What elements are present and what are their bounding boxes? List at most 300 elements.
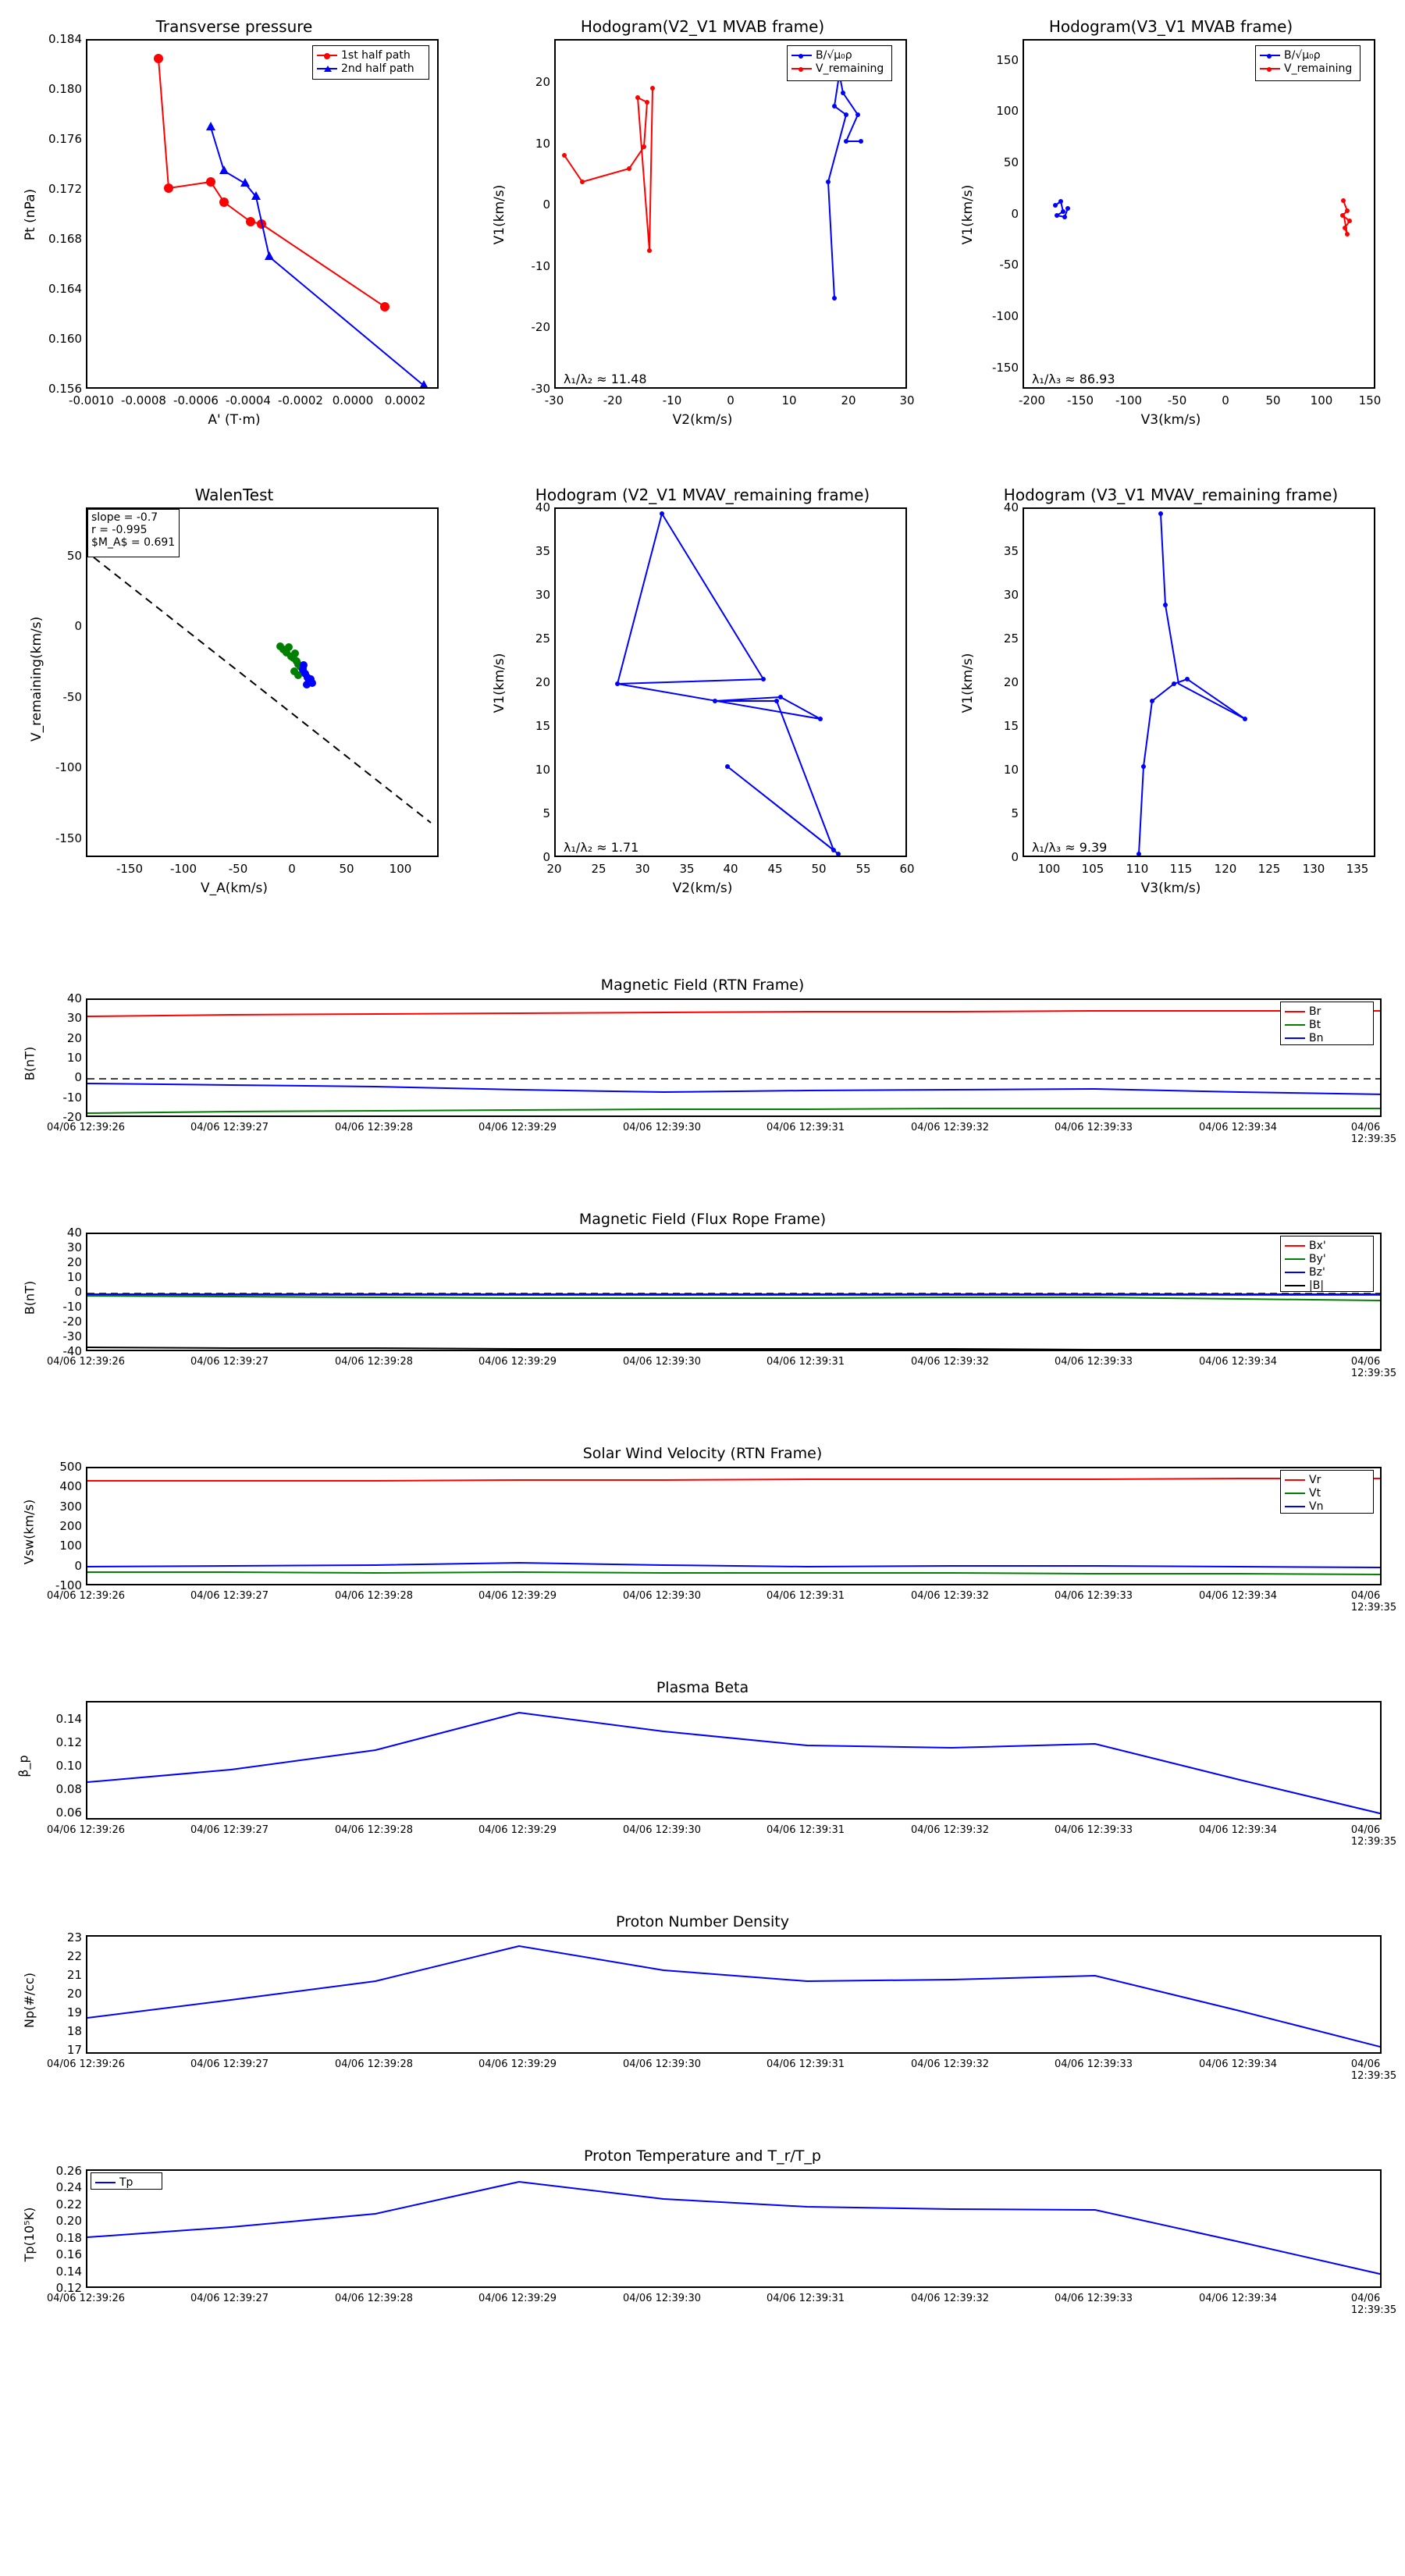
legend-label: Bx' bbox=[1309, 1239, 1326, 1252]
legend-label: Vt bbox=[1309, 1486, 1321, 1500]
legend-label: Bt bbox=[1309, 1018, 1321, 1031]
legend-label: Tp bbox=[119, 2176, 133, 2189]
x-tick: 04/06 12:39:34 bbox=[1199, 2293, 1277, 2304]
y-tick: 35 bbox=[535, 544, 550, 558]
y-tick: -20 bbox=[531, 320, 550, 334]
legend-line-red bbox=[317, 55, 337, 56]
x-tick: 04/06 12:39:33 bbox=[1055, 1356, 1133, 1368]
panel-plasma-beta bbox=[0, 1674, 1405, 1866]
x-tick: -100 bbox=[169, 862, 197, 876]
plot-svg bbox=[87, 41, 439, 389]
y-tick: -40 bbox=[62, 1344, 82, 1358]
y-tick: 0.156 bbox=[48, 382, 82, 396]
y-tick: 10 bbox=[66, 1051, 82, 1065]
x-tick: -50 bbox=[228, 862, 248, 876]
y-axis-label: B(nT) bbox=[22, 1280, 37, 1315]
x-tick: 100 bbox=[1037, 862, 1061, 876]
y-tick: 15 bbox=[535, 719, 550, 733]
y-tick: 0.08 bbox=[55, 1782, 82, 1796]
legend bbox=[1280, 1236, 1374, 1292]
legend-item bbox=[1285, 1486, 1369, 1500]
x-tick: 04/06 12:39:32 bbox=[911, 1122, 989, 1133]
legend-item bbox=[95, 2176, 158, 2189]
x-tick: 04/06 12:39:34 bbox=[1199, 1590, 1277, 1602]
y-tick: 25 bbox=[1003, 632, 1019, 646]
plot-svg bbox=[87, 1000, 1382, 1117]
legend-item bbox=[1285, 1031, 1369, 1044]
x-tick: 04/06 12:39:26 bbox=[47, 2058, 125, 2070]
eigenvalue-ratio-annotation: λ₁/λ₂ ≈ 1.71 bbox=[564, 840, 639, 855]
eigenvalue-ratio-annotation: λ₁/λ₃ ≈ 9.39 bbox=[1032, 840, 1108, 855]
panel-title: WalenTest bbox=[194, 486, 274, 504]
x-tick: 04/06 12:39:27 bbox=[190, 1590, 269, 1602]
x-tick: 60 bbox=[899, 862, 915, 876]
y-tick: 0.172 bbox=[48, 182, 82, 196]
panel-proton-temperature bbox=[0, 2143, 1405, 2334]
y-axis-label: β_p bbox=[16, 1755, 31, 1777]
y-axis-label: Np(#/cc) bbox=[22, 1973, 37, 2028]
x-tick: 04/06 12:39:32 bbox=[911, 1590, 989, 1602]
x-tick: 30 bbox=[635, 862, 650, 876]
x-tick: 135 bbox=[1346, 862, 1369, 876]
x-tick: 04/06 12:39:28 bbox=[335, 2293, 413, 2304]
x-axis-label: V_A(km/s) bbox=[200, 881, 268, 896]
x-tick: 110 bbox=[1126, 862, 1149, 876]
y-tick: 10 bbox=[535, 763, 550, 777]
x-tick: 04/06 12:39:27 bbox=[190, 2058, 269, 2070]
x-tick: 04/06 12:39:29 bbox=[478, 1122, 557, 1133]
x-tick: 04/06 12:39:28 bbox=[335, 1590, 413, 1602]
legend-item bbox=[1260, 62, 1356, 75]
x-axis-label: A' (T·m) bbox=[208, 412, 261, 428]
y-tick: 0.168 bbox=[48, 232, 82, 246]
x-tick: -10 bbox=[662, 393, 682, 407]
y-tick: 0.18 bbox=[55, 2231, 82, 2245]
x-tick: 04/06 12:39:26 bbox=[47, 1824, 125, 1836]
x-tick: 50 bbox=[339, 862, 354, 876]
x-tick: 04/06 12:39:27 bbox=[190, 1356, 269, 1368]
legend-line-vt bbox=[1285, 1493, 1305, 1494]
x-axis-label: V3(km/s) bbox=[1140, 412, 1201, 428]
x-tick: -0.0010 bbox=[69, 393, 114, 407]
x-tick: 04/06 12:39:33 bbox=[1055, 1122, 1133, 1133]
y-tick: 0 bbox=[74, 1559, 82, 1573]
y-tick: 20 bbox=[66, 1987, 82, 2001]
y-tick: 20 bbox=[535, 675, 550, 689]
panel-title: Proton Temperature and T_r/T_p bbox=[584, 2147, 821, 2165]
x-tick: 04/06 12:39:31 bbox=[767, 2293, 845, 2304]
x-tick: 04/06 12:39:30 bbox=[623, 1824, 701, 1836]
legend-item bbox=[1285, 1252, 1369, 1265]
legend-line-blue bbox=[1260, 55, 1280, 56]
legend-item bbox=[317, 48, 425, 62]
y-tick: 0.20 bbox=[55, 2214, 82, 2228]
plot-svg bbox=[556, 41, 907, 389]
y-axis-label: V1(km/s) bbox=[960, 653, 976, 713]
y-tick: 0.16 bbox=[55, 2247, 82, 2261]
panel-title: Plasma Beta bbox=[656, 1679, 749, 1696]
plot-area bbox=[86, 1701, 1382, 1820]
x-tick: 04/06 12:39:26 bbox=[47, 1122, 125, 1133]
x-tick: -150 bbox=[116, 862, 144, 876]
y-axis-label: V1(km/s) bbox=[960, 184, 976, 245]
y-tick: 0.12 bbox=[55, 2281, 82, 2295]
y-tick: 20 bbox=[66, 1031, 82, 1045]
y-tick: 500 bbox=[59, 1460, 82, 1474]
x-tick: -0.0002 bbox=[278, 393, 323, 407]
x-tick: 04/06 12:39:30 bbox=[623, 2293, 701, 2304]
y-tick: 0.10 bbox=[55, 1759, 82, 1773]
x-tick: 120 bbox=[1214, 862, 1237, 876]
panel-transverse-pressure bbox=[0, 0, 468, 445]
legend-line-vr bbox=[1285, 1479, 1305, 1481]
x-tick: 10 bbox=[781, 393, 797, 407]
legend-line-bx bbox=[1285, 1245, 1305, 1247]
legend-label: V_remaining bbox=[816, 62, 884, 75]
x-tick: 04/06 12:39:31 bbox=[767, 1824, 845, 1836]
legend-label: 2nd half path bbox=[341, 62, 414, 75]
x-tick: -50 bbox=[1167, 393, 1187, 407]
plot-area bbox=[554, 507, 907, 857]
x-tick: 04/06 12:39:32 bbox=[911, 1356, 989, 1368]
x-tick: 04/06 12:39:33 bbox=[1055, 1824, 1133, 1836]
y-tick: 30 bbox=[66, 1011, 82, 1025]
x-tick: 105 bbox=[1081, 862, 1104, 876]
panel-hodogram-v2v1-mvab bbox=[468, 0, 937, 445]
plot-area bbox=[86, 1935, 1382, 2054]
legend-item bbox=[1285, 1018, 1369, 1031]
y-tick: 300 bbox=[59, 1500, 82, 1514]
y-axis-label: B(nT) bbox=[22, 1046, 37, 1081]
y-tick: 100 bbox=[59, 1539, 82, 1553]
x-tick: -30 bbox=[544, 393, 564, 407]
legend bbox=[1280, 1002, 1374, 1045]
y-tick: 0 bbox=[542, 850, 550, 864]
x-tick: 04/06 12:39:27 bbox=[190, 1122, 269, 1133]
x-tick: 04/06 12:39:28 bbox=[335, 1122, 413, 1133]
x-tick: 04/06 12:39:34 bbox=[1199, 1356, 1277, 1368]
legend-line-vn bbox=[1285, 1506, 1305, 1507]
y-tick: 21 bbox=[66, 1968, 82, 1982]
legend-label: 1st half path bbox=[341, 48, 411, 62]
x-tick: 04/06 12:39:29 bbox=[478, 2058, 557, 2070]
x-tick: 04/06 12:39:29 bbox=[478, 1356, 557, 1368]
y-axis-label: V1(km/s) bbox=[492, 184, 507, 245]
panel-title: Hodogram(V2_V1 MVAB frame) bbox=[580, 17, 825, 36]
y-tick: 0.24 bbox=[55, 2180, 82, 2194]
y-tick: 40 bbox=[535, 500, 550, 514]
y-tick: 0 bbox=[74, 619, 82, 633]
legend bbox=[1255, 45, 1361, 81]
x-tick: -0.0006 bbox=[173, 393, 219, 407]
legend-label: Bn bbox=[1309, 1031, 1324, 1044]
slope-value: slope = -0.7 bbox=[91, 511, 158, 524]
y-tick: 22 bbox=[66, 1949, 82, 1963]
x-tick: 125 bbox=[1257, 862, 1281, 876]
y-tick: -20 bbox=[62, 1110, 82, 1124]
x-tick: 04/06 12:39:26 bbox=[47, 1590, 125, 1602]
y-tick: -150 bbox=[55, 831, 82, 845]
x-tick: 130 bbox=[1302, 862, 1325, 876]
y-tick: 10 bbox=[535, 137, 550, 151]
y-tick: 10 bbox=[1003, 763, 1019, 777]
panel-title: Solar Wind Velocity (RTN Frame) bbox=[582, 1445, 823, 1462]
legend-line-by bbox=[1285, 1258, 1305, 1260]
x-tick: 04/06 12:39:35 bbox=[1350, 1590, 1397, 1614]
panel-title: Hodogram (V3_V1 MVAV_remaining frame) bbox=[1003, 486, 1339, 504]
y-tick: 0.14 bbox=[55, 2265, 82, 2279]
y-tick: 150 bbox=[996, 53, 1019, 67]
legend-item bbox=[1285, 1473, 1369, 1486]
plot-area bbox=[1023, 39, 1375, 389]
panel-title: Hodogram (V2_V1 MVAV_remaining frame) bbox=[535, 486, 870, 504]
y-tick: 35 bbox=[1003, 544, 1019, 558]
x-axis-label: V2(km/s) bbox=[672, 412, 733, 428]
legend-label: By' bbox=[1309, 1252, 1326, 1265]
x-tick: 04/06 12:39:33 bbox=[1055, 1590, 1133, 1602]
x-axis-label: V2(km/s) bbox=[672, 881, 733, 896]
x-tick: 45 bbox=[767, 862, 783, 876]
y-tick: 0.12 bbox=[55, 1735, 82, 1749]
panel-title: Proton Number Density bbox=[616, 1913, 789, 1930]
x-tick: 0.0002 bbox=[384, 393, 426, 407]
x-tick: 30 bbox=[899, 393, 915, 407]
plot-area bbox=[86, 507, 439, 857]
y-tick: 0.06 bbox=[55, 1806, 82, 1820]
x-tick: 04/06 12:39:26 bbox=[47, 1356, 125, 1368]
legend-label: Br bbox=[1309, 1005, 1321, 1018]
plot-area bbox=[86, 2169, 1382, 2288]
plot-svg bbox=[87, 1468, 1382, 1585]
plot-svg bbox=[87, 509, 439, 857]
y-tick: 20 bbox=[1003, 675, 1019, 689]
x-tick: 35 bbox=[679, 862, 695, 876]
panel-magnetic-field-flux-rope bbox=[0, 1206, 1405, 1397]
x-tick: 04/06 12:39:33 bbox=[1055, 2293, 1133, 2304]
y-tick: 0.176 bbox=[48, 132, 82, 146]
y-tick: 5 bbox=[542, 806, 550, 820]
x-tick: 04/06 12:39:34 bbox=[1199, 1824, 1277, 1836]
panel-title: Transverse pressure bbox=[155, 17, 313, 36]
y-tick: 30 bbox=[1003, 588, 1019, 602]
y-tick: 0 bbox=[1011, 207, 1019, 221]
panel-hodogram-v3v1-mvav bbox=[937, 468, 1405, 913]
y-tick: 30 bbox=[66, 1240, 82, 1254]
x-tick: 55 bbox=[855, 862, 871, 876]
y-tick: 40 bbox=[1003, 500, 1019, 514]
y-tick: -100 bbox=[55, 760, 82, 774]
x-tick: 04/06 12:39:32 bbox=[911, 2293, 989, 2304]
x-tick: 0 bbox=[727, 393, 735, 407]
y-tick: 5 bbox=[1011, 806, 1019, 820]
x-tick: 04/06 12:39:35 bbox=[1350, 1356, 1397, 1379]
y-tick: 17 bbox=[66, 2043, 82, 2057]
legend-line-red bbox=[791, 68, 812, 69]
plot-area bbox=[86, 1233, 1382, 1351]
panel-title: Magnetic Field (RTN Frame) bbox=[600, 977, 805, 994]
x-tick: 25 bbox=[591, 862, 606, 876]
panel-hodogram-v3v1-mvab bbox=[937, 0, 1405, 445]
legend-line-tp bbox=[95, 2182, 116, 2183]
y-tick: -10 bbox=[62, 1300, 82, 1314]
x-tick: 04/06 12:39:28 bbox=[335, 2058, 413, 2070]
correlation-value: r = -0.995 bbox=[91, 524, 148, 536]
y-tick: 40 bbox=[66, 991, 82, 1005]
y-tick: 10 bbox=[66, 1270, 82, 1284]
y-tick: 100 bbox=[996, 104, 1019, 118]
legend-item bbox=[1285, 1500, 1369, 1513]
legend-label: Vn bbox=[1309, 1500, 1324, 1513]
x-axis-label: V3(km/s) bbox=[1140, 881, 1201, 896]
x-tick: -100 bbox=[1115, 393, 1143, 407]
x-tick: 150 bbox=[1358, 393, 1382, 407]
x-tick: 04/06 12:39:35 bbox=[1350, 1824, 1397, 1848]
y-tick: 25 bbox=[535, 632, 550, 646]
legend-item bbox=[1285, 1005, 1369, 1018]
x-tick: 04/06 12:39:27 bbox=[190, 2293, 269, 2304]
x-tick: 04/06 12:39:35 bbox=[1350, 2293, 1397, 2316]
y-tick: -100 bbox=[991, 309, 1019, 323]
x-tick: 04/06 12:39:35 bbox=[1350, 2058, 1397, 2082]
y-tick: 0.164 bbox=[48, 282, 82, 296]
alfven-mach-value: $M_A$ = 0.691 bbox=[91, 536, 176, 549]
x-tick: 04/06 12:39:31 bbox=[767, 1590, 845, 1602]
panel-magnetic-field-rtn bbox=[0, 972, 1405, 1163]
eigenvalue-ratio-annotation: λ₁/λ₂ ≈ 11.48 bbox=[564, 372, 647, 386]
plot-area bbox=[86, 39, 439, 389]
y-tick: 20 bbox=[66, 1255, 82, 1269]
x-tick: 04/06 12:39:31 bbox=[767, 2058, 845, 2070]
fit-statistics-box bbox=[87, 509, 180, 557]
legend bbox=[91, 2172, 162, 2190]
x-tick: -200 bbox=[1018, 393, 1046, 407]
y-tick: 50 bbox=[66, 549, 82, 563]
y-tick: -50 bbox=[62, 690, 82, 704]
plot-svg bbox=[87, 1234, 1382, 1351]
y-tick: 23 bbox=[66, 1930, 82, 1944]
y-tick: 0 bbox=[542, 197, 550, 212]
x-tick: 04/06 12:39:34 bbox=[1199, 1122, 1277, 1133]
x-tick: 04/06 12:39:30 bbox=[623, 2058, 701, 2070]
y-tick: 200 bbox=[59, 1519, 82, 1533]
y-tick: -50 bbox=[999, 258, 1019, 272]
legend-item bbox=[791, 48, 887, 62]
plot-svg bbox=[1024, 509, 1375, 857]
y-tick: -20 bbox=[62, 1315, 82, 1329]
x-tick: -0.0008 bbox=[121, 393, 166, 407]
x-tick: -20 bbox=[603, 393, 623, 407]
y-tick: -30 bbox=[62, 1329, 82, 1343]
y-tick: -150 bbox=[991, 361, 1019, 375]
y-axis-label: V_remaining(km/s) bbox=[29, 616, 44, 742]
legend-label: B/√μ₀ρ bbox=[1284, 48, 1321, 62]
x-tick: -150 bbox=[1066, 393, 1094, 407]
legend bbox=[312, 45, 429, 80]
plot-area bbox=[554, 39, 907, 389]
x-tick: 0.0000 bbox=[332, 393, 374, 407]
x-tick: 04/06 12:39:29 bbox=[478, 1824, 557, 1836]
y-tick: 0 bbox=[74, 1070, 82, 1084]
x-tick: 50 bbox=[811, 862, 827, 876]
plot-svg bbox=[87, 1703, 1382, 1820]
legend-line-br bbox=[1285, 1011, 1305, 1012]
y-tick: -30 bbox=[531, 382, 550, 396]
x-tick: 0 bbox=[1222, 393, 1229, 407]
y-tick: 0.22 bbox=[55, 2197, 82, 2211]
legend-item bbox=[1285, 1265, 1369, 1279]
legend-line-bn bbox=[1285, 1037, 1305, 1039]
x-tick: 04/06 12:39:27 bbox=[190, 1824, 269, 1836]
y-tick: 50 bbox=[1003, 155, 1019, 169]
y-axis-label: V1(km/s) bbox=[492, 653, 507, 713]
legend-item bbox=[1260, 48, 1356, 62]
y-tick: -100 bbox=[55, 1578, 82, 1592]
x-tick: 04/06 12:39:32 bbox=[911, 2058, 989, 2070]
y-tick: 15 bbox=[1003, 719, 1019, 733]
plot-svg bbox=[87, 2171, 1382, 2288]
y-tick: 0 bbox=[1011, 850, 1019, 864]
panel-title: Magnetic Field (Flux Rope Frame) bbox=[578, 1211, 827, 1228]
legend-label: B/√μ₀ρ bbox=[816, 48, 852, 62]
x-tick: -0.0004 bbox=[226, 393, 271, 407]
x-tick: 20 bbox=[841, 393, 856, 407]
y-axis-label: Vsw(km/s) bbox=[21, 1499, 37, 1565]
plot-area bbox=[86, 998, 1382, 1117]
legend-item bbox=[791, 62, 887, 75]
panel-proton-number-density bbox=[0, 1909, 1405, 2100]
legend-line-bmag bbox=[1285, 1285, 1305, 1286]
x-tick: 0 bbox=[288, 862, 296, 876]
x-tick: 40 bbox=[723, 862, 738, 876]
x-tick: 04/06 12:39:29 bbox=[478, 1590, 557, 1602]
legend bbox=[787, 45, 892, 81]
y-tick: 0 bbox=[74, 1285, 82, 1299]
legend-label: Bz' bbox=[1309, 1265, 1325, 1279]
y-tick: 0.26 bbox=[55, 2164, 82, 2178]
x-tick: 100 bbox=[1310, 393, 1333, 407]
x-tick: 04/06 12:39:30 bbox=[623, 1122, 701, 1133]
legend-item bbox=[317, 62, 425, 75]
legend-label: Vr bbox=[1309, 1473, 1321, 1486]
x-tick: 04/06 12:39:34 bbox=[1199, 2058, 1277, 2070]
x-tick: 04/06 12:39:29 bbox=[478, 2293, 557, 2304]
panel-title: Hodogram(V3_V1 MVAB frame) bbox=[1048, 17, 1293, 36]
y-tick: 400 bbox=[59, 1479, 82, 1493]
y-axis-label: Pt (nPa) bbox=[23, 188, 38, 241]
plot-svg bbox=[87, 1937, 1382, 2054]
eigenvalue-ratio-annotation: λ₁/λ₃ ≈ 86.93 bbox=[1032, 372, 1115, 386]
x-tick: 100 bbox=[389, 862, 412, 876]
x-tick: 04/06 12:39:30 bbox=[623, 1590, 701, 1602]
x-tick: 04/06 12:39:28 bbox=[335, 1356, 413, 1368]
y-tick: 0.184 bbox=[48, 32, 82, 46]
panel-solar-wind-velocity-rtn bbox=[0, 1440, 1405, 1631]
y-tick: 18 bbox=[66, 2024, 82, 2038]
legend-line-blue bbox=[317, 68, 337, 69]
legend-label: V_remaining bbox=[1284, 62, 1353, 75]
legend-item bbox=[1285, 1239, 1369, 1252]
x-tick: 04/06 12:39:32 bbox=[911, 1824, 989, 1836]
y-tick: 19 bbox=[66, 2005, 82, 2019]
legend-label: |B| bbox=[1309, 1279, 1325, 1292]
x-tick: 04/06 12:39:26 bbox=[47, 2293, 125, 2304]
y-tick: 30 bbox=[535, 588, 550, 602]
x-tick: 20 bbox=[546, 862, 562, 876]
legend-line-red bbox=[1260, 68, 1280, 69]
x-tick: 04/06 12:39:33 bbox=[1055, 2058, 1133, 2070]
legend-line-bt bbox=[1285, 1024, 1305, 1026]
x-tick: 04/06 12:39:30 bbox=[623, 1356, 701, 1368]
